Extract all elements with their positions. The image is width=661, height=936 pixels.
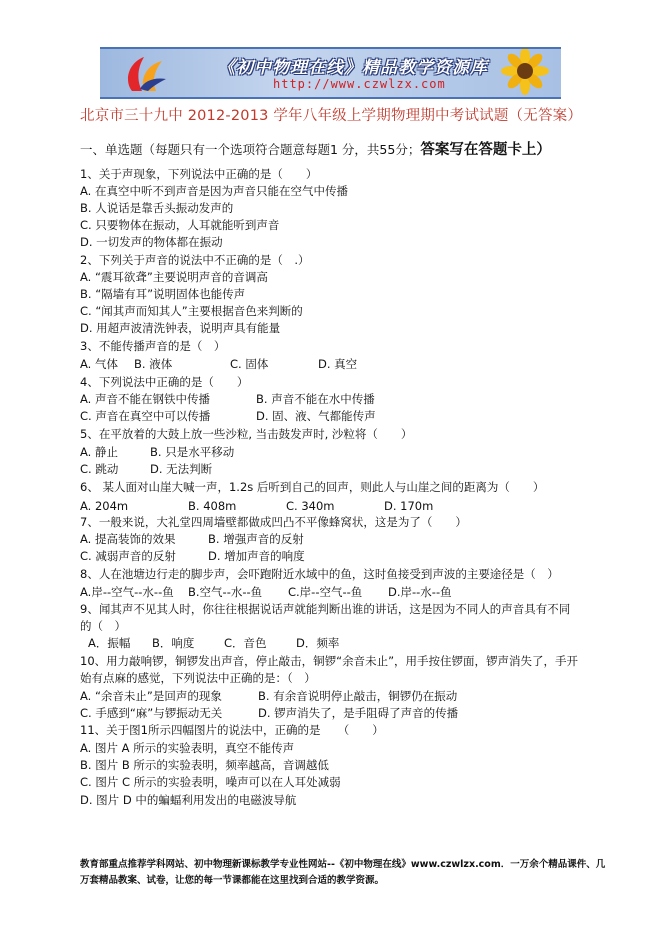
option-a: A．振幅 — [88, 636, 131, 650]
option-c: C．音色 — [224, 636, 267, 650]
option-c: C. 跳动 — [80, 462, 119, 476]
banner-url[interactable]: http://www.czwlzx.com — [273, 77, 446, 91]
section-heading-text: 一、单选题（每题只有一个选项符合题意每题1 分，共55分； — [80, 142, 421, 157]
logo-icon — [118, 51, 172, 95]
page-footer: 教育部重点推荐学科网站、初中物理新课标教学专业性网站--《初中物理在线》www.czwlzx.com．一万余个精品课件、几万套精品教案、试卷，让您的每一节课都能在这里找到合适的教学资源。 — [80, 859, 606, 886]
question-7-stem: 7、一般来说，大礼堂四周墙壁都做成凹凸不平像蜂窝状，这是为了（ ） — [80, 515, 467, 529]
option-c: C. 340m — [286, 499, 335, 513]
question-5-options-row2 — [80, 461, 212, 477]
option-a: A. “余音未止”是回声的现象 — [80, 689, 222, 703]
question-4-options-row2 — [80, 408, 376, 424]
question-7-options-row1 — [80, 531, 304, 547]
question-10-options-row1 — [80, 688, 457, 704]
option-c: C.岸--空气--鱼 — [288, 585, 363, 599]
option-b: B．响度 — [152, 636, 195, 650]
option-a: A. 204m — [80, 499, 129, 513]
question-10-stem-cont: 始有点麻的感觉，下列说法中正确的是：（ ） — [80, 671, 316, 685]
option-d: D. 锣声消失了，是手阻碍了声音的传播 — [258, 706, 459, 720]
sunflower-icon — [485, 49, 555, 97]
question-4-options-row1 — [80, 391, 375, 407]
option-a: A. 提高装饰的效果 — [80, 532, 176, 546]
option-b: B. 有余音说明停止敲击，铜锣仍在振动 — [258, 689, 458, 703]
section-heading — [80, 138, 551, 159]
option-d: D. 无法判断 — [150, 462, 213, 476]
question-11-option-a: A. 图片 A 所示的实验表明，真空不能传声 — [80, 741, 295, 755]
question-11-option-c: C. 图片 C 所示的实验表明，噪声可以在人耳处减弱 — [80, 775, 341, 789]
option-d: D. 增加声音的响度 — [208, 549, 305, 563]
question-1-option-c: C. 只要物体在振动，人耳就能听到声音 — [80, 218, 280, 232]
option-d: D. 固、液、气都能传声 — [256, 409, 376, 423]
option-b: B. 声音不能在水中传播 — [256, 392, 375, 406]
question-3-stem: 3、不能传播声音的是（ ） — [80, 339, 226, 353]
option-c: C. 手感到“麻”与锣振动无关 — [80, 706, 223, 720]
header-banner — [100, 47, 561, 99]
option-a: A.岸--空气--水--鱼 — [80, 585, 174, 599]
question-11-stem: 11、关于图1所示四幅图片的说法中，正确的是 （ ） — [80, 723, 384, 737]
question-11-option-b: B. 图片 B 所示的实验表明，频率越高，音调越低 — [80, 758, 329, 772]
question-5-options-row1 — [80, 444, 234, 460]
question-5-stem: 5、在平放着的大鼓上放一些沙粒, 当击鼓发声时, 沙粒将（ ） — [80, 427, 413, 441]
option-d: D．频率 — [296, 636, 340, 650]
question-4-stem: 4、下列说法中正确的是（ ） — [80, 375, 249, 389]
question-2-option-b: B. “隔墙有耳”说明固体也能传声 — [80, 287, 246, 301]
option-b: B.空气--水--鱼 — [188, 585, 263, 599]
question-1-option-d: D. 一切发声的物体都在振动 — [80, 235, 223, 249]
option-b: B. 液体 — [134, 357, 173, 371]
question-2-stem: 2、下列关于声音的说法中不正确的是（ .） — [80, 253, 310, 267]
section-heading-bold: 答案写在答题卡上） — [420, 142, 551, 158]
option-b: B. 增强声音的反射 — [208, 532, 304, 546]
option-a: A. 气体 — [80, 357, 118, 371]
question-7-options-row2 — [80, 548, 305, 564]
question-11-option-d: D. 图片 D 中的蝙蝠利用发出的电磁波导航 — [80, 793, 297, 807]
option-a: A. 声音不能在钢铁中传播 — [80, 392, 210, 406]
question-1-option-a: A. 在真空中听不到声音是因为声音只能在空气中传播 — [80, 184, 348, 198]
question-1-stem: 1、关于声现象，下列说法中正确的是（ ） — [80, 167, 318, 181]
option-d: D. 真空 — [318, 357, 358, 371]
option-d: D. 170m — [384, 499, 434, 513]
question-8-options — [80, 584, 452, 600]
option-a: A. 静止 — [80, 445, 118, 459]
option-c: C. 声音在真空中可以传播 — [80, 409, 211, 423]
question-1-option-b: B. 人说话是靠舌头振动发声的 — [80, 201, 234, 215]
question-9-stem-cont: 的（ ） — [80, 619, 126, 633]
question-6-stem: 6、 某人面对山崖大喊一声，1.2s 后听到自己的回声，则此人与山崖之间的距离为（ ） — [80, 480, 545, 494]
question-8-stem: 8、人在池塘边行走的脚步声，会吓跑附近水域中的鱼，这时鱼接受到声波的主要途径是（ ） — [80, 567, 559, 581]
question-9-stem: 9、闻其声不见其人时，你往往根据说话声就能判断出谁的讲话，这是因为不同人的声音具有不同 — [80, 602, 571, 616]
question-3-options — [80, 356, 357, 372]
option-b: B. 只是水平移动 — [150, 445, 235, 459]
document-title: 北京市三十九中 2012-2013 学年八年级上学期物理期中考试试题（无答案） — [80, 108, 583, 124]
question-2-option-d: D. 用超声波清洗钟表，说明声具有能量 — [80, 321, 281, 335]
option-c: C. 固体 — [230, 357, 269, 371]
question-2-option-c: C. “闻其声而知其人”主要根据音色来判断的 — [80, 304, 303, 318]
option-d: D.岸--水--鱼 — [388, 585, 452, 599]
option-b: B. 408m — [188, 499, 237, 513]
option-c: C. 减弱声音的反射 — [80, 549, 176, 563]
question-9-options — [88, 635, 339, 651]
question-2-option-a: A. “震耳欲聋”主要说明声音的音调高 — [80, 270, 268, 284]
banner-title: 《初中物理在线》精品教学资源库 — [218, 58, 488, 78]
question-10-options-row2 — [80, 705, 458, 721]
question-6-options — [80, 498, 433, 514]
question-10-stem: 10、用力敲响锣，铜锣发出声音，停止敲击，铜锣“余音未止”，用手按住锣面，锣声消失了，手开 — [80, 654, 579, 668]
